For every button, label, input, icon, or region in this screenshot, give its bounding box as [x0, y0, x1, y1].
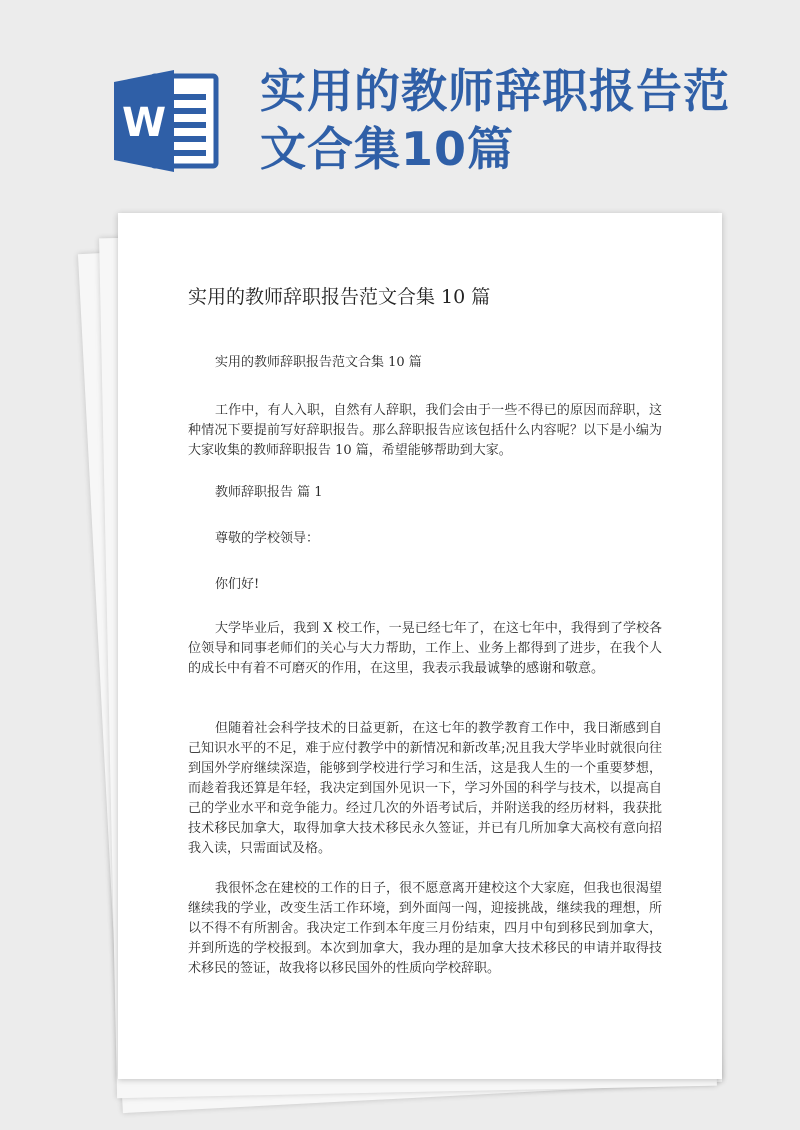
banner-title: 实用的教师辞职报告范文合集10篇 [260, 64, 730, 176]
word-document-icon [112, 66, 222, 176]
doc-subtitle: 实用的教师辞职报告范文合集 10 篇 [215, 355, 422, 370]
intro-paragraph: 工作中，有人入职，自然有人辞职，我们会由于一些不得已的原因而辞职，这种情况下要提前写好辞职报告。那么辞职报告应该包括什么内容呢？以下是小编为大家收集的教师辞职报告 10 篇，希望能够帮助到大家。 [188, 403, 662, 458]
greeting: 你们好! [215, 577, 260, 592]
document-page [118, 213, 722, 1079]
document-title: 实用的教师辞职报告范文合集 10 篇 [188, 286, 491, 308]
salutation: 尊敬的学校领导： [215, 531, 320, 546]
body-paragraph-2: 但随着社会科学技术的日益更新，在这七年的教学教育工作中，我日渐感到自己知识水平的不足，难于应付教学中的新情况和新改革;况且我大学毕业时就很向往到国外学府继续深造，能够到学校进行学习和生活，这是我人生的一个重要梦想，而趁着我还算是年轻，我决定到国外见识一下，学习外国的科学与技术，以提高自己的学业水平和竞争能力。经过几次的外语考试后，并附送我的经历材料，我获批技术移民加拿大，取得加拿大技术移民永久签证，并已有几所加拿大高校有意向招我入读，只需面试及格。 [188, 721, 662, 856]
banner [0, 0, 800, 200]
body-paragraph-3: 我很怀念在建校的工作的日子，很不愿意离开建校这个大家庭，但我也很渴望继续我的学业，改变生活工作环境，到外面闯一闯，迎接挑战，继续我的理想，所以不得不有所割舍。我决定工作到本年度三月份结束，四月中旬到移民到加拿大，并到所选的学校报到。本次到加拿大，我办理的是加拿大技术移民的申请并取得技术移民的签证，故我将以移民国外的性质向学校辞职。 [188, 881, 662, 976]
section-heading: 教师辞职报告 篇 1 [215, 485, 323, 500]
body-paragraph-1: 大学毕业后，我到 X 校工作，一晃已经七年了，在这七年中，我得到了学校各位领导和同事老师们的关心与大力帮助，工作上、业务上都得到了进步，在我个人的成长中有着不可磨灭的作用，在这里，我表示我最诚挚的感谢和敬意。 [188, 621, 662, 676]
svg-text:W: W [121, 100, 167, 146]
